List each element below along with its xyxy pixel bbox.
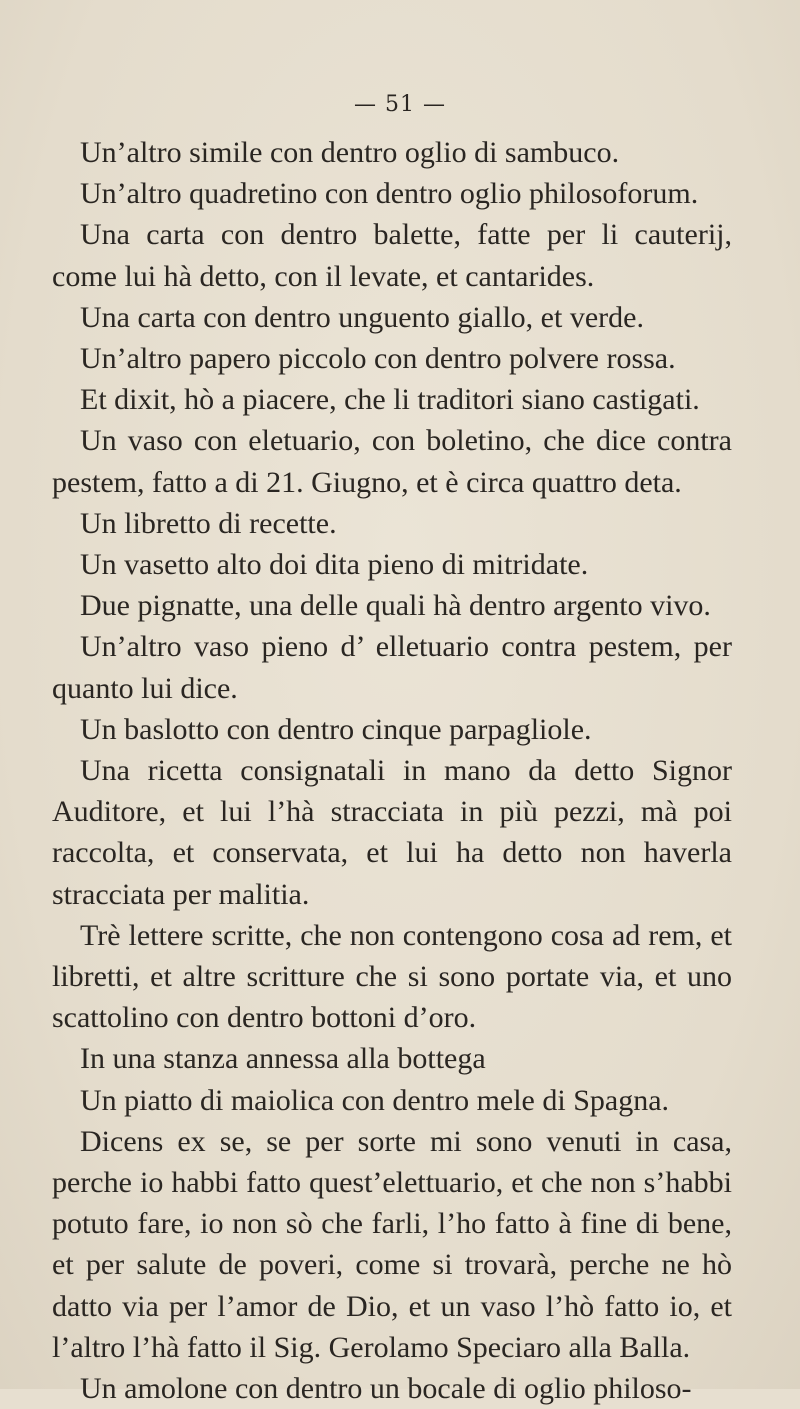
paragraph: Un’altro papero piccolo con dentro polvere rossa.	[80, 342, 676, 376]
paragraph: Un’altro simile con dentro oglio di sambuco.	[80, 136, 620, 169]
paragraph: Et dixit, hò a piacere, che li traditori siano castigati.	[80, 383, 700, 417]
page-number: — 51 —	[354, 92, 446, 117]
paragraph: Un baslotto con dentro cinque parpagliole.	[80, 712, 592, 746]
paragraph: Dicens ex se, se per sorte mi sono venuti in casa, perche io habbi fatto quest’elettuario, et che non s’habbi potuto fare, io non sò che farli, l’ho fatto à fine di bene, et per salute de poveri, come si trovarà, perche ne hò datto via per l’amor de Dio, et un vaso l’hò fatto io, et l’altro l’hà fatto il Sig. Gerolamo Speciaro alla Balla.	[52, 1124, 732, 1364]
paragraph: Una ricetta consignatali in mano da detto Signor Auditore, et lui l’hà stracciata in più pezzi, mà poi raccolta, et conservata, et lui ha detto non haverla stracciata per malitia.	[52, 754, 732, 911]
paragraph: Due pignatte, una delle quali hà dentro argento vivo.	[80, 589, 711, 623]
paragraph: Un’altro quadretino con dentro oglio philosoforum.	[80, 177, 699, 211]
paragraph: Un amolone con dentro un bocale di oglio philoso-	[80, 1372, 692, 1406]
paragraph: Un’altro vaso pieno d’ elletuario contra pestem, per quanto lui dice.	[52, 630, 732, 705]
paragraph: Trè lettere scritte, che non contengono cosa ad rem, et libretti, et altre scritture che si sono portate via, et uno scattolino con dentro bottoni d’oro.	[52, 918, 732, 1035]
body-text	[52, 132, 732, 1409]
paragraph: Un vaso con eletuario, con boletino, che dice contra pestem, fatto a di 21. Giugno, et è circa quattro deta.	[52, 424, 732, 499]
paragraph: Una carta con dentro balette, fatte per li cauterij, come lui hà detto, con il levate, et cantarides.	[52, 218, 732, 293]
paragraph: Un piatto di maiolica con dentro mele di Spagna.	[80, 1083, 670, 1117]
paragraph: Una carta con dentro unguento giallo, et verde.	[80, 300, 644, 334]
paragraph: Un libretto di recette.	[80, 506, 337, 540]
section-heading: In una stanza annessa alla bottega	[80, 1042, 486, 1076]
paragraph: Un vasetto alto doi dita pieno di mitridate.	[80, 548, 589, 582]
